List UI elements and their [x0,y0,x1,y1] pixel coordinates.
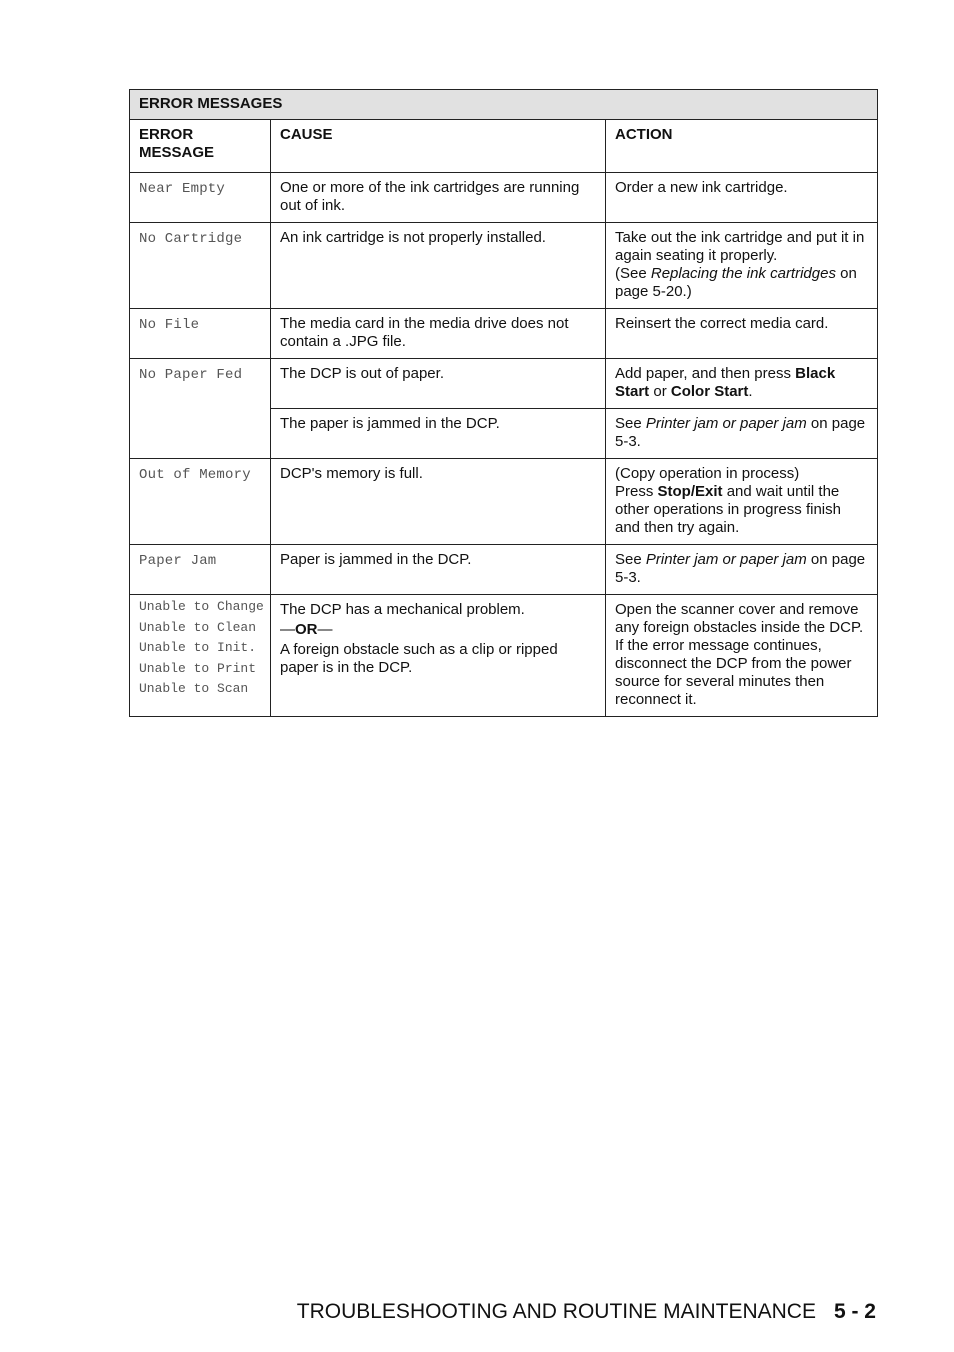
action-text: See [615,415,646,432]
cross-reference: Replacing the ink cartridges [650,265,836,282]
or-label: OR [295,621,318,638]
key-label: Black Start [615,365,836,400]
key-label: Color Start [670,383,749,400]
error-message-cell [130,359,271,459]
header-error-message: ERROR MESSAGE [130,120,271,173]
error-message-unable-list [139,597,262,700]
error-message-unable-to-scan: Unable to Scan [139,681,249,696]
action-cell: Open the scanner cover and remove any foreign obstacles inside the DCP. If the error message continues, disconnect the DCP from the power source for several minutes then reconnect it. [606,595,878,717]
table-row [130,595,878,717]
cause-cell: An ink cartridge is not properly installed. [271,223,606,309]
action-cell [606,545,878,595]
dash: — [317,621,333,638]
action-text: . [748,383,753,400]
table-header-row [130,120,878,173]
action-text: See [615,551,646,568]
table-row [130,223,878,309]
action-cell [606,359,878,409]
page-footer [297,1300,876,1324]
cross-reference: Printer jam or paper jam [645,415,807,432]
cause-cell: The media card in the media drive does not contain a .JPG file. [271,309,606,359]
table-row [130,359,878,409]
table-row [130,545,878,595]
cause-cell [271,595,606,717]
error-message-no-cartridge: No Cartridge [139,231,243,247]
cause-text: The DCP has a mechanical problem. [280,601,525,618]
key-label: Stop/Exit [657,483,723,500]
cause-cell: The DCP is out of paper. [271,359,606,409]
or-separator [280,621,597,639]
action-cell [606,459,878,545]
cross-reference: Printer jam or paper jam [645,551,807,568]
error-message-unable-to-init: Unable to Init. [139,640,257,655]
header-cause: CAUSE [271,120,606,173]
error-message-no-file: No File [139,317,200,333]
action-cell [606,223,878,309]
action-text: on page 5-3. [615,551,866,586]
cause-cell: DCP's memory is full. [271,459,606,545]
table-title: ERROR MESSAGES [130,90,878,120]
action-cell: Order a new ink cartridge. [606,173,878,223]
error-message-cell [130,173,271,223]
header-action: ACTION [606,120,878,173]
error-message-cell [130,459,271,545]
cause-text: A foreign obstacle such as a clip or ripped paper is in the DCP. [280,641,558,676]
error-message-no-paper-fed: No Paper Fed [139,367,243,383]
error-message-cell [130,595,271,717]
see-suffix: on page 5-20.) [615,265,857,300]
action-text: Add paper, and then press [615,365,796,382]
cause-cell: The paper is jammed in the DCP. [271,409,606,459]
table-row [130,309,878,359]
table-title-row [130,90,878,120]
table-row [130,459,878,545]
page-number: 5 - 2 [833,1300,876,1323]
action-cell [606,409,878,459]
error-message-out-of-memory: Out of Memory [139,467,251,483]
error-message-paper-jam: Paper Jam [139,553,217,569]
dash: — [280,621,295,638]
table-row [130,173,878,223]
action-text: (Copy operation in process) [615,465,800,482]
section-title: TROUBLESHOOTING AND ROUTINE MAINTENANCE [296,1300,816,1323]
error-message-unable-to-change: Unable to Change [139,599,264,614]
error-message-near-empty: Near Empty [139,181,226,197]
error-message-unable-to-print: Unable to Print [139,660,257,676]
error-message-cell [130,223,271,309]
action-text: Take out the ink cartridge and put it in again seating it properly. [615,229,865,264]
action-cell: Reinsert the correct media card. [606,309,878,359]
action-text: on page 5-3. [615,415,866,450]
cause-cell: Paper is jammed in the DCP. [271,545,606,595]
error-message-unable-to-clean: Unable to Clean [139,619,257,635]
action-text: Press [615,483,658,500]
action-text: and wait until the other operations in progress finish and then try again. [615,483,841,536]
see-prefix: (See [615,265,651,282]
cause-cell: One or more of the ink cartridges are running out of ink. [271,173,606,223]
error-message-cell [130,309,271,359]
error-message-cell [130,545,271,595]
action-text: or [649,383,671,400]
error-messages-table [129,89,878,717]
